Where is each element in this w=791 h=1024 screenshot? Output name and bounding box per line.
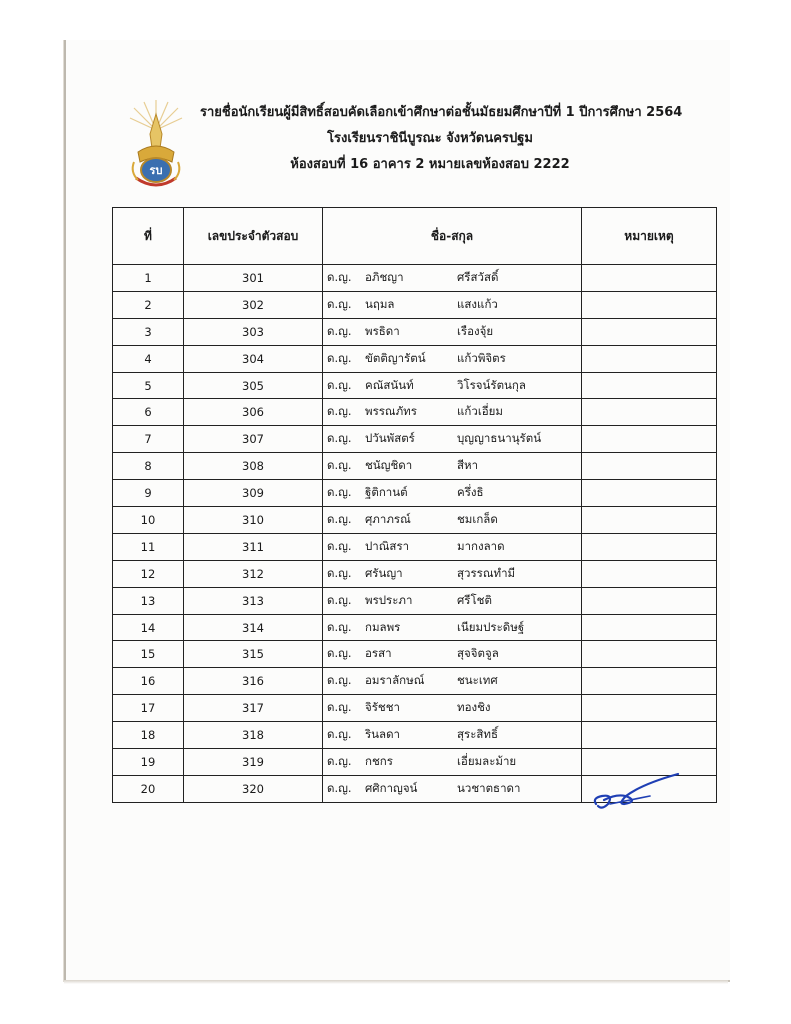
cell-full-name [323, 695, 582, 722]
cell-remark [582, 453, 717, 480]
name-prefix: ด.ญ. [327, 296, 352, 311]
table-row [113, 345, 717, 372]
last-name: มากงลาด [457, 538, 505, 553]
cell-remark [582, 560, 717, 587]
table-row [113, 399, 717, 426]
header-exam-room: ห้องสอบที่ 16 อาคาร 2 หมายเลขห้องสอบ 2222 [290, 157, 570, 172]
first-name: คณัสนันท์ [365, 377, 414, 392]
column-header-name: ชื่อ-สกุล [323, 208, 582, 265]
cell-exam-id: 318 [184, 722, 323, 749]
cell-full-name [323, 426, 582, 453]
student-roster-table [112, 207, 717, 803]
cell-number: 5 [113, 372, 184, 399]
cell-exam-id: 312 [184, 560, 323, 587]
cell-exam-id: 301 [184, 265, 323, 292]
cell-exam-id: 316 [184, 668, 323, 695]
name-prefix: ด.ญ. [327, 323, 352, 338]
header-school: โรงเรียนราชินีบูรณะ จังหวัดนครปฐม [327, 131, 533, 146]
cell-full-name [323, 399, 582, 426]
cell-number: 6 [113, 399, 184, 426]
cell-full-name [323, 453, 582, 480]
last-name: สีหา [457, 458, 479, 473]
name-prefix: ด.ญ. [327, 269, 352, 284]
cell-remark [582, 507, 717, 534]
cell-full-name [323, 614, 582, 641]
cell-exam-id: 320 [184, 775, 323, 802]
last-name: นวชาตธาดา [457, 780, 521, 795]
table-row [113, 507, 717, 534]
cell-remark [582, 426, 717, 453]
cell-remark [582, 399, 717, 426]
cell-remark [582, 265, 717, 292]
table-row [113, 641, 717, 668]
cell-number: 11 [113, 533, 184, 560]
cell-full-name [323, 641, 582, 668]
cell-exam-id: 305 [184, 372, 323, 399]
cell-number: 2 [113, 291, 184, 318]
cell-number: 17 [113, 695, 184, 722]
cell-number: 14 [113, 614, 184, 641]
last-name: สุจจิตจูล [457, 646, 499, 661]
cell-full-name [323, 480, 582, 507]
last-name: ชนะเทศ [457, 673, 498, 688]
cell-remark [582, 695, 717, 722]
table-row [113, 695, 717, 722]
name-prefix: ด.ญ. [327, 780, 352, 795]
last-name: เอี่ยมละม้าย [457, 753, 517, 768]
cell-full-name [323, 722, 582, 749]
cell-exam-id: 303 [184, 318, 323, 345]
first-name: ศรันญา [365, 565, 403, 580]
cell-number: 8 [113, 453, 184, 480]
cell-number: 15 [113, 641, 184, 668]
name-prefix: ด.ญ. [327, 538, 352, 553]
first-name: ขัตติญารัตน์ [365, 350, 426, 365]
last-name: บุญญาธนานุรัตน์ [457, 431, 542, 446]
cell-number: 1 [113, 265, 184, 292]
document-header [200, 100, 683, 178]
cell-exam-id: 307 [184, 426, 323, 453]
cell-exam-id: 311 [184, 533, 323, 560]
last-name: ชมเกล็ด [457, 511, 498, 526]
table-row [113, 318, 717, 345]
first-name: อมราลักษณ์ [365, 673, 425, 688]
cell-full-name [323, 345, 582, 372]
cell-full-name [323, 318, 582, 345]
first-name: พรธิดา [365, 323, 400, 338]
cell-remark [582, 291, 717, 318]
cell-exam-id: 302 [184, 291, 323, 318]
cell-full-name [323, 775, 582, 802]
cell-full-name [323, 291, 582, 318]
cell-full-name [323, 668, 582, 695]
last-name: แก้วเอี่ยม [457, 404, 503, 419]
cell-number: 7 [113, 426, 184, 453]
column-header-exam-id: เลขประจำตัวสอบ [184, 208, 323, 265]
cell-number: 16 [113, 668, 184, 695]
cell-remark [582, 641, 717, 668]
cell-exam-id: 306 [184, 399, 323, 426]
cell-remark [582, 318, 717, 345]
cell-remark [582, 372, 717, 399]
cell-remark [582, 668, 717, 695]
cell-remark [582, 533, 717, 560]
cell-number: 4 [113, 345, 184, 372]
name-prefix: ด.ญ. [327, 592, 352, 607]
name-prefix: ด.ญ. [327, 431, 352, 446]
cell-number: 19 [113, 749, 184, 776]
cell-number: 18 [113, 722, 184, 749]
name-prefix: ด.ญ. [327, 485, 352, 500]
column-header-number: ที่ [113, 208, 184, 265]
paper-edge [64, 980, 728, 984]
last-name: ศรีโชติ [457, 592, 492, 607]
cell-exam-id: 304 [184, 345, 323, 372]
cell-full-name [323, 587, 582, 614]
last-name: สุระสิทธิ์ [457, 727, 498, 742]
first-name: กมลพร [365, 619, 401, 634]
name-prefix: ด.ญ. [327, 727, 352, 742]
table-row [113, 533, 717, 560]
last-name: สุวรรณทำมี [457, 565, 516, 580]
first-name: ฐิติกานต์ [365, 485, 408, 500]
table-row [113, 265, 717, 292]
table-row [113, 560, 717, 587]
cell-remark [582, 345, 717, 372]
cell-remark [582, 722, 717, 749]
cell-exam-id: 314 [184, 614, 323, 641]
cell-number: 20 [113, 775, 184, 802]
table-row [113, 587, 717, 614]
first-name: ชนัญชิดา [365, 458, 413, 473]
table-row [113, 480, 717, 507]
cell-exam-id: 310 [184, 507, 323, 534]
first-name: อภิชญา [365, 269, 404, 284]
name-prefix: ด.ญ. [327, 646, 352, 661]
name-prefix: ด.ญ. [327, 511, 352, 526]
table-header-row [113, 208, 717, 265]
cell-exam-id: 313 [184, 587, 323, 614]
first-name: ศศิกาญจน์ [365, 780, 418, 795]
cell-remark [582, 614, 717, 641]
name-prefix: ด.ญ. [327, 377, 352, 392]
cell-exam-id: 309 [184, 480, 323, 507]
cell-remark [582, 587, 717, 614]
name-prefix: ด.ญ. [327, 404, 352, 419]
name-prefix: ด.ญ. [327, 673, 352, 688]
table-row [113, 291, 717, 318]
first-name: อรสา [365, 646, 392, 661]
name-prefix: ด.ญ. [327, 619, 352, 634]
cell-exam-id: 308 [184, 453, 323, 480]
cell-full-name [323, 507, 582, 534]
cell-full-name [323, 372, 582, 399]
cell-number: 9 [113, 480, 184, 507]
first-name: ปวันพัสตร์ [365, 431, 415, 446]
table-row [113, 453, 717, 480]
first-name: ศุภาภรณ์ [365, 511, 411, 526]
first-name: กชกร [365, 753, 393, 768]
first-name: ปาณิสรา [365, 538, 410, 553]
name-prefix: ด.ญ. [327, 565, 352, 580]
last-name: ทองชิง [457, 700, 491, 715]
cell-exam-id: 317 [184, 695, 323, 722]
last-name: ครึ่งธิ [457, 485, 484, 500]
first-name: พรประภา [365, 592, 413, 607]
last-name: วิโรจน์รัตนกุล [457, 377, 526, 392]
name-prefix: ด.ญ. [327, 350, 352, 365]
signature-mark [590, 770, 690, 816]
school-crest-icon [124, 100, 188, 192]
cell-remark [582, 480, 717, 507]
first-name: นฤมล [365, 296, 395, 311]
cell-full-name [323, 265, 582, 292]
cell-number: 13 [113, 587, 184, 614]
cell-full-name [323, 533, 582, 560]
header-title: รายชื่อนักเรียนผู้มีสิทธิ์สอบคัดเลือกเข้าศึกษาต่อชั้นมัธยมศึกษาปีที่ 1 ปีการศึกษา 2564 [200, 105, 683, 120]
last-name: เรืองจุ้ย [457, 323, 494, 338]
table-row [113, 614, 717, 641]
first-name: จิรัชชา [365, 700, 400, 715]
first-name: รินลดา [365, 727, 401, 742]
cell-full-name [323, 560, 582, 587]
cell-number: 10 [113, 507, 184, 534]
last-name: แสงแก้ว [457, 296, 498, 311]
last-name: แก้วพิจิตร [457, 350, 506, 365]
last-name: เนียมประดิษฐ์ [457, 619, 525, 634]
cell-number: 12 [113, 560, 184, 587]
cell-exam-id: 315 [184, 641, 323, 668]
table-row [113, 426, 717, 453]
svg-text:รบ: รบ [149, 165, 163, 177]
column-header-remark: หมายเหตุ [582, 208, 717, 265]
name-prefix: ด.ญ. [327, 753, 352, 768]
table-row [113, 668, 717, 695]
first-name: พรรณภัทร [365, 404, 417, 419]
name-prefix: ด.ญ. [327, 458, 352, 473]
last-name: ศรีสวัสดิ์ [457, 269, 499, 284]
cell-full-name [323, 749, 582, 776]
table-row [113, 372, 717, 399]
cell-exam-id: 319 [184, 749, 323, 776]
cell-number: 3 [113, 318, 184, 345]
table-row [113, 722, 717, 749]
name-prefix: ด.ญ. [327, 700, 352, 715]
